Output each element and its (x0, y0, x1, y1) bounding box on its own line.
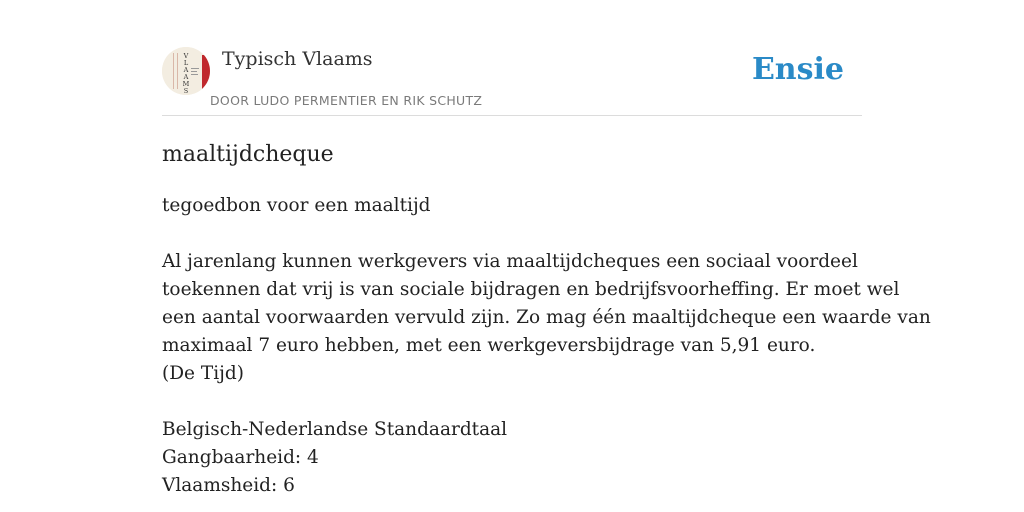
book-authors: DOOR LUDO PERMENTIER EN RIK SCHUTZ (210, 93, 483, 108)
entry-body (162, 192, 931, 500)
entry-vlaamsheid: Vlaamsheid: 6 (162, 475, 295, 496)
example-source: (De Tijd) (162, 363, 244, 384)
book-cover-icon (162, 47, 210, 95)
book-title[interactable]: Typisch Vlaams (222, 48, 373, 70)
example-line: een aantal voorwaarden vervuld zijn. Zo mag één maaltijdcheque een waarde van (162, 307, 931, 328)
entry-card (162, 40, 931, 510)
entry-term: maaltijdcheque (162, 142, 334, 167)
logo-letter: S (183, 87, 189, 95)
book-cover-logo[interactable] (162, 47, 210, 95)
logo-letter: M (182, 80, 190, 88)
paragraph-spacer (162, 220, 882, 248)
logo-letter: L (183, 59, 189, 67)
logo-letter: V (183, 52, 189, 60)
example-line: toekennen dat vrij is van sociale bijdragen en bedrijfsvoorheffing. Er moet wel (162, 279, 900, 300)
entry-gangbaarheid: Gangbaarheid: 4 (162, 447, 319, 468)
entry-definition: tegoedbon voor een maaltijd (162, 195, 431, 216)
example-line: maximaal 7 euro hebben, met een werkgeversbijdrage van 5,91 euro. (162, 335, 816, 356)
logo-letter: A (183, 66, 189, 74)
paragraph-spacer (162, 388, 882, 416)
logo-letter: A (183, 73, 189, 81)
ensie-logo-link[interactable]: Ensie (751, 52, 844, 87)
entry-language: Belgisch-Nederlandse Standaardtaal (162, 419, 508, 440)
example-line: Al jarenlang kunnen werkgevers via maaltijdcheques een sociaal voordeel (162, 251, 858, 272)
entry-header (162, 40, 862, 116)
